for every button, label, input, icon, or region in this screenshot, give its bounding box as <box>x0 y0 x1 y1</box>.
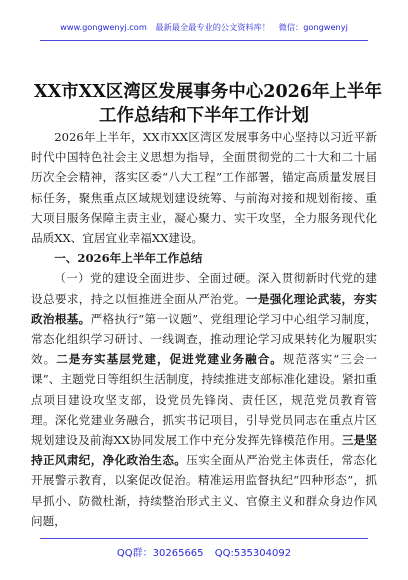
footer-qq: QQ:535304092 <box>214 548 292 559</box>
section-heading-1: 一、2026年上半年工作总结 <box>54 251 203 266</box>
para-bold-1: 一是强化理论武装，夯实政治根基。 <box>31 291 377 326</box>
title-line-1: XX市XX区湾区发展事务中心2026年上半年 <box>34 82 383 102</box>
para-text-c: 严格执行“第一议题”、党组理论学习中心组学习制度，常态化组织学习研讨、一线调查，推动理论学习成果转化为履职实效。 <box>31 311 377 367</box>
intro-paragraph: 2026年上半年，XX市XX区湾区发展事务中心坚持以习近平新时代中国特色社会主义思想为指导，全面贯彻党的二十大和二十届历次全会精神，落实区委“八大工程”工作部署，锚定高质量发展目标任务，聚焦重点区域规划建设统筹、与前海对接和规划衔接、重大项目服务保障主责主业，凝心聚力、实干攻坚，全力服务现代化品质XX、宜居宜业幸福XX建设。 <box>31 130 377 246</box>
header-wechat: 微信：gongwenyj <box>278 22 348 32</box>
section-paragraph-1 <box>31 268 377 531</box>
para-bold-3: 三是坚持正风肃纪，净化政治生态。 <box>31 433 377 468</box>
header-slogan: 最新最全最专业的公文资料库！ <box>155 22 271 32</box>
footer-qq-group: QQ群：30265665 <box>116 548 204 559</box>
para-bold-2: 二是夯实基层党建，促进党建业务融合。 <box>56 352 283 367</box>
footer-divider <box>40 538 368 539</box>
site-footer <box>0 544 408 559</box>
para-text-a: （一）党的建设全面进步、全面过硬。深入贯彻新时代党的建设总要求，持之以恒推进全面从严治党。 <box>31 271 377 306</box>
para-text-d: 规范落实“三会一课”、主题党日等组织生活制度，持续推进支部标准化建设。紧扣重点项目建设攻坚支部，设党员先锋岗、责任区，规范党员教育管理。深化党建业务融合，抓实书记项目，引导党员同志在重点片区规划建设及前海XX协同发展工作中充分发挥先锋模范作用。 <box>31 352 377 448</box>
document-body <box>31 127 377 531</box>
document-title <box>34 80 383 128</box>
para-text-e: 压实全面从严治党主体责任，常态化开展警示教育，以案促改促治。精准运用监督执纪“四种形态”，抓早抓小、防微杜渐，持续整治形式主义、官僚主义和群众身边作风问题， <box>31 453 377 528</box>
title-line-2: 工作总结和下半年工作计划 <box>99 106 309 126</box>
header-website[interactable]: www.gongwenyj.com <box>60 22 147 32</box>
header-divider <box>40 40 368 41</box>
site-header <box>0 22 408 33</box>
